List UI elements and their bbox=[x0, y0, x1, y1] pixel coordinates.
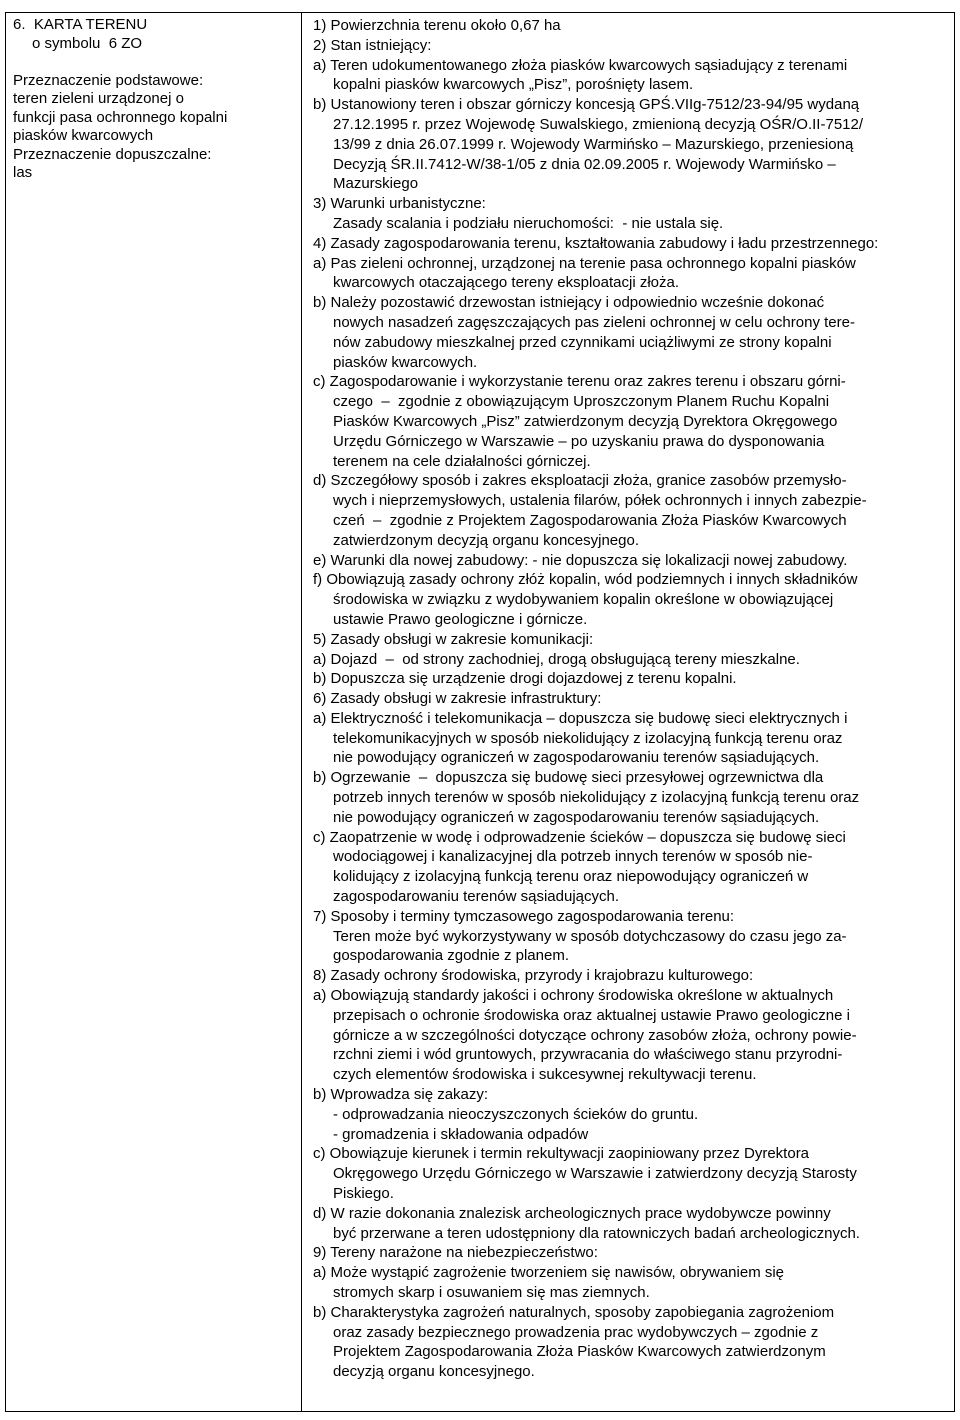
text-line: górnicze a w szczególności dotyczące ochrony zasobów złoża, ochrony powie- bbox=[333, 1026, 857, 1044]
text-line: czych elementów środowiska i sukcesywnej rekultywacji terenu. bbox=[333, 1066, 757, 1084]
card-title: 6. KARTA TERENU bbox=[13, 16, 148, 33]
purpose-line: funkcji pasa ochronnego kopalni bbox=[13, 108, 228, 126]
text-line: Urzędu Górniczego w Warszawie – po uzyskaniu prawa do dysponowania bbox=[333, 432, 825, 450]
text-line: czeń – zgodnie z Projektem Zagospodarowania Złoża Piasków Kwarcowych bbox=[333, 511, 847, 529]
text-line: 7) Sposoby i terminy tymczasowego zagospodarowania terenu: bbox=[313, 907, 735, 925]
text-line: a) Pas zieleni ochronnej, urządzonej na terenie pasa ochronnego kopalni piasków bbox=[313, 254, 856, 272]
text-line: 5) Zasady obsługi w zakresie komunikacji: bbox=[313, 630, 594, 648]
text-line: czego – zgodnie z obowiązującym Uproszczonym Planem Ruchu Kopalni bbox=[333, 393, 830, 411]
text-line: gospodarowania zgodnie z planem. bbox=[333, 947, 569, 965]
purpose-line: piasków kwarcowych bbox=[13, 127, 154, 144]
text-line: potrzeb innych terenów w sposób niekolidujący z izolacyjną funkcją terenu oraz bbox=[333, 789, 860, 807]
spacer bbox=[13, 53, 298, 72]
text-line: c) Zagospodarowanie i wykorzystanie terenu oraz zakres terenu i obszaru górni- bbox=[313, 373, 846, 391]
text-line: decyzją organu koncesyjnego. bbox=[333, 1363, 535, 1381]
text-line: b) Wprowadza się zakazy: bbox=[313, 1086, 489, 1104]
text-line: telekomunikacyjnych w sposób niekolidujący z izolacyjną funkcją terenu oraz bbox=[333, 729, 843, 747]
text-line: f) Obowiązują zasady ochrony złóż kopalin, wód podziemnych i innych składników bbox=[313, 571, 858, 589]
text-line: ustawie Prawo geologiczne i górnicze. bbox=[333, 610, 588, 628]
text-line: 1) Powierzchnia terenu około 0,67 ha bbox=[313, 17, 561, 34]
text-line: kolidujący z izolacyjną funkcją terenu oraz niepowodujący ograniczeń w bbox=[333, 868, 809, 886]
text-line: c) Zaopatrzenie w wodę i odprowadzenie ścieków – dopuszcza się budowę sieci bbox=[313, 828, 846, 846]
text-line: d) Szczegółowy sposób i zakres eksploatacji złoża, granice zasobów przemysło- bbox=[313, 472, 847, 490]
text-line: a) Może wystąpić zagrożenie tworzeniem się nawisów, obrywaniem się bbox=[313, 1264, 785, 1282]
text-line: zagospodarowaniu terenów sąsiadujących. bbox=[333, 888, 620, 906]
text-line: - odprowadzania nieoczyszczonych ścieków do gruntu. bbox=[333, 1105, 699, 1123]
text-line: b) Ustanowiony teren i obszar górniczy koncesją GPŚ.VIIg-7512/23-94/95 wydaną bbox=[313, 96, 860, 114]
text-line: Zasady scalania i podziału nieruchomości: - nie ustala się. bbox=[333, 214, 724, 232]
text-line: e) Warunki dla nowej zabudowy: - nie dopuszcza się lokalizacji nowej zabudowy. bbox=[313, 551, 848, 569]
text-line: nów zabudowy mieszkalnej przed czynnikami uciążliwymi ze strony kopalni bbox=[333, 333, 832, 351]
text-line: stromych skarp i osuwaniem się mas ziemnych. bbox=[333, 1284, 650, 1301]
text-line: a) Teren udokumentowanego złoża piasków kwarcowych sąsiadujący z terenami bbox=[313, 56, 848, 74]
text-line: wych i nieprzemysłowych, ustalenia filarów, półek ochronnych i innych zabezpie- bbox=[333, 492, 867, 510]
text-line: b) Ogrzewanie – dopuszcza się budowę sieci przesyłowej ogrzewnictwa dla bbox=[313, 769, 824, 787]
purpose-line: Przeznaczenie dopuszczalne: bbox=[13, 145, 212, 163]
text-line: d) W razie dokonania znalezisk archeologicznych prace wydobywcze powinny bbox=[313, 1204, 831, 1222]
column-divider bbox=[301, 12, 302, 1412]
text-line: 3) Warunki urbanistyczne: bbox=[313, 195, 486, 213]
right-column bbox=[313, 16, 943, 1382]
text-line: 6) Zasady obsługi w zakresie infrastruktury: bbox=[313, 690, 602, 708]
purpose-line: teren zieleni urządzonej o bbox=[13, 90, 184, 107]
text-line: Okręgowego Urzędu Górniczego w Warszawie i zatwierdzony decyzją Starosty bbox=[333, 1165, 857, 1183]
text-line: nie powodujący ograniczeń w zagospodarowaniu terenów sąsiadujących. bbox=[333, 749, 820, 767]
text-line: c) Obowiązuje kierunek i termin rekultywacji zaopiniowany przez Dyrektora bbox=[313, 1145, 810, 1163]
text-line: a) Dojazd – od strony zachodniej, drogą obsługującą tereny mieszkalne. bbox=[313, 650, 800, 668]
text-line: a) Elektryczność i telekomunikacja – dopuszcza się budowę sieci elektrycznych i bbox=[313, 709, 848, 727]
text-line: kopalni piasków kwarcowych „Pisz”, porośnięty lasem. bbox=[333, 76, 694, 94]
text-line: b) Charakterystyka zagrożeń naturalnych, sposoby zapobiegania zagrożeniom bbox=[313, 1303, 835, 1321]
text-line: nowych nasadzeń zagęszczających pas zieleni ochronnej w celu ochrony tere- bbox=[333, 313, 855, 331]
text-line: przepisach o ochronie środowiska oraz aktualnej ustawie Prawo geologiczne i bbox=[333, 1006, 850, 1024]
card-symbol: o symbolu 6 ZO bbox=[32, 34, 143, 52]
text-line: Mazurskiego bbox=[333, 175, 419, 193]
text-line: a) Obowiązują standardy jakości i ochrony środowiska określone w aktualnych bbox=[313, 987, 834, 1005]
text-line: nie powodujący ograniczeń w zagospodarowaniu terenów sąsiadujących. bbox=[333, 808, 820, 826]
purpose-line: Przeznaczenie podstawowe: bbox=[13, 71, 204, 89]
text-line: 9) Tereny narażone na niebezpieczeństwo: bbox=[313, 1244, 598, 1262]
text-line: oraz zasady bezpiecznego prowadzenia prac wydobywczych – zgodnie z bbox=[333, 1323, 819, 1341]
text-line: wodociągowej i kanalizacyjnej dla potrzeb innych terenów w sposób nie- bbox=[333, 848, 813, 866]
text-line: Teren może być wykorzystywany w sposób dotychczasowy do czasu jego za- bbox=[333, 927, 847, 945]
text-line: b) Dopuszcza się urządzenie drogi dojazdowej z terenu kopalni. bbox=[313, 670, 737, 688]
text-line: piasków kwarcowych. bbox=[333, 353, 478, 371]
text-line: zatwierdzonym decyzją organu koncesyjnego. bbox=[333, 531, 639, 549]
text-line: b) Należy pozostawić drzewostan istniejący i odpowiednio wcześnie dokonać bbox=[313, 294, 825, 312]
text-line: być przerwane a teren udostępniony dla ratowniczych badań archeologicznych. bbox=[333, 1224, 860, 1242]
text-line: terenem na cele działalności górniczej. bbox=[333, 452, 591, 470]
text-line: - gromadzenia i składowania odpadów bbox=[333, 1125, 589, 1143]
text-line: środowiska w związku z wydobywaniem kopalin określone w obowiązującej bbox=[333, 591, 834, 609]
text-line: Piskiego. bbox=[333, 1185, 394, 1203]
text-line: Projektem Zagospodarowania Złoża Piasków Kwarcowych zatwierdzonym bbox=[333, 1343, 826, 1361]
text-line: kwarcowych otaczającego tereny eksploatacji złoża. bbox=[333, 274, 680, 292]
text-line: Piasków Kwarcowych „Pisz” zatwierdzonym decyzją Dyrektora Okręgowego bbox=[333, 412, 838, 430]
text-line: rzchni ziemi i wód gruntowych, przywracania do właściwego stanu przyrodni- bbox=[333, 1046, 843, 1064]
text-line: Decyzją ŚR.II.7412-W/38-1/05 z dnia 02.09.2005 r. Wojewody Warmińsko – bbox=[333, 155, 836, 173]
text-line: 27.12.1995 r. przez Wojewodę Suwalskiego, zmienioną decyzją OŚR/O.II-7512/ bbox=[333, 115, 864, 133]
purpose-line: las bbox=[13, 164, 33, 181]
text-line: 13/99 z dnia 26.07.1999 r. Wojewody Warmińsko – Mazurskiego, przeniesioną bbox=[333, 135, 854, 153]
text-line: 4) Zasady zagospodarowania terenu, kształtowania zabudowy i ładu przestrzennego: bbox=[313, 234, 879, 252]
left-column bbox=[13, 16, 298, 183]
text-line: 2) Stan istniejący: bbox=[313, 36, 432, 54]
text-line: 8) Zasady ochrony środowiska, przyrody i krajobrazu kulturowego: bbox=[313, 967, 754, 985]
